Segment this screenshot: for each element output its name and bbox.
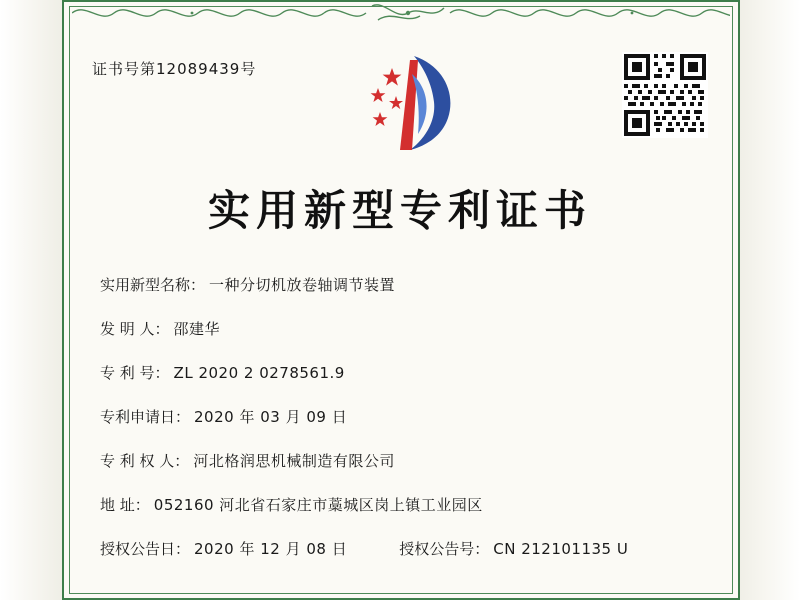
field-label: 专 利 号： xyxy=(100,364,170,382)
field-value: ZL 2020 2 0278561.9 xyxy=(173,364,345,382)
certificate-fields xyxy=(100,274,704,559)
top-ornament-band xyxy=(72,0,730,26)
field-notice-number xyxy=(399,538,628,559)
field-label: 实用新型名称： xyxy=(100,276,206,294)
field-address xyxy=(100,494,704,515)
patent-office-logo-icon xyxy=(352,50,472,160)
page-title: 实用新型专利证书 xyxy=(207,186,592,235)
field-value: 河北格润思机械制造有限公司 xyxy=(193,452,395,470)
field-value: CN 212101135 U xyxy=(493,540,629,558)
field-footer-row xyxy=(100,538,704,559)
qr-code-icon xyxy=(622,52,708,138)
field-utility-model-name xyxy=(100,274,704,295)
field-value: 一种分切机放卷轴调节装置 xyxy=(209,276,396,294)
field-inventor xyxy=(100,318,704,339)
field-value: 2020 年 03 月 09 日 xyxy=(194,408,348,426)
field-grant-date xyxy=(100,538,347,559)
field-label: 发 明 人： xyxy=(100,320,170,338)
field-label: 专 利 权 人： xyxy=(100,452,190,470)
field-label: 授权公告号： xyxy=(399,540,490,558)
certificate-number: 证书号第12089439号 xyxy=(92,60,257,78)
field-value: 052160 河北省石家庄市藁城区岗上镇工业园区 xyxy=(153,496,483,514)
field-label: 专利申请日： xyxy=(100,408,191,426)
field-label: 地 址： xyxy=(100,496,150,514)
field-value: 2020 年 12 月 08 日 xyxy=(194,540,348,558)
paper-edge-left xyxy=(0,0,62,600)
field-label: 授权公告日： xyxy=(100,540,191,558)
field-value: 邵建华 xyxy=(173,320,221,338)
field-application-date xyxy=(100,406,704,427)
field-patentee xyxy=(100,450,704,471)
paper-edge-right xyxy=(740,0,800,600)
field-patent-number xyxy=(100,362,704,383)
